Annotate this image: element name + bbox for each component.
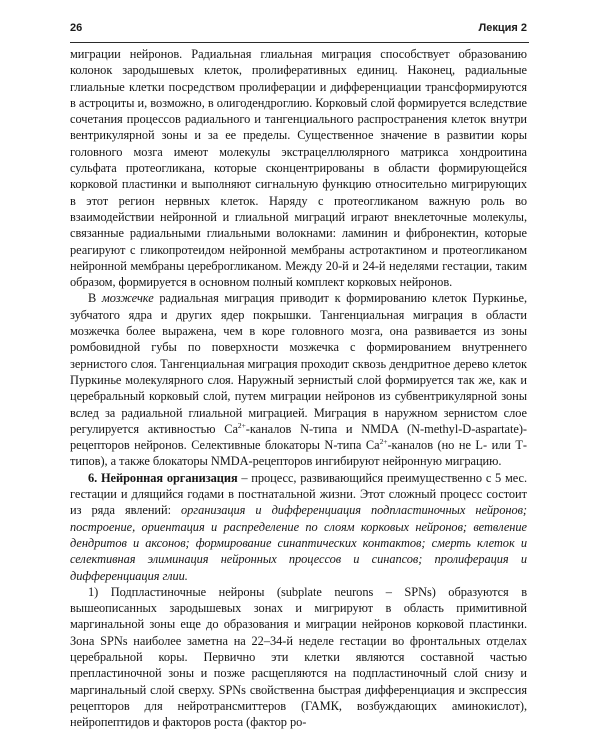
text-run: радиальная миграция приводит к формированию клеток Пуркинье, зубчатого ядра и других ядер покрышки. Тангенциальная миграция в области мозжечка более выражена, чем в коре головного мозга, она развивается из зоны ромбовидной губы по поверхности мозжечка с формированием внутреннего зернистого слоя. Тангенциальная миграция проходит сквозь дендритное дерево клеток Пуркинье молекулярного слоя. Наружный зернистый слой формируется так же, как и церебральный корковый слой, путем миграции нейронов из субвентрикулярной зоны вслед за радиальной глиальной миграцией. Миграция в наружном зернистом слое регулируется активностью Са (70, 291, 528, 436)
text-run: – процесс, развивающийся преимущественно с 5 мес. гестации и длящийся годами в постнатальной жизни. Этот сложный процесс состоит из ряда явлений: (70, 470, 528, 518)
paragraph (70, 584, 527, 731)
text-run: -каналов N-типа и NMDA (N-methyl-D-aspartate)-рецепторов нейронов. Селективные блокаторы N-типа Са (70, 421, 527, 453)
text-run: -каналов (но не L- или Т-типов), а также блокаторы NMDA-рецепторов ингибируют нейронную миграцию. (70, 438, 527, 469)
page-number: 26 (70, 22, 83, 34)
superscript: 2+ (379, 437, 388, 446)
bold-term: Нейронная организация (100, 470, 238, 485)
text-run: миграции нейронов. Радиальная глиальная миграция способствует образованию колонок зародышевых клеток, пролиферативных единиц. Наконец, радиальные глиальные клетки посредством пролиферации и дифференциации трансформируются в астроциты и, возможно, в олигодендроглию. Корковый слой формируется вследствие сочетания процессов радиального и тангенциального распространения клеток внутри вентрикулярной зоны и за ее пределы. Существенное значение в развитии коры головного мозга имеют молекулы экстрацеллюлярного матрикса хондроитина сульфата протеогликана, которые сконцентрированы в области формирующейся корковой пластинки и выполняют сигнальную функцию относительно мигрирующих в этот регион нервных клеток. Наряду с протеогликаном важную роль во взаимодействии нейронной и глиальной миграций играют внеклеточные молекулы, связанные радиальными глиальными волокнами: ламинин и фибронектин, которые реагируют с гликопротеидом нейронной мембраны астротактином и протеогликаном нейронной мембраны цереброгликаном. Между 20-й и 24-й неделями гестации, таким образом, формируется в основном полный комплект корковых нейронов. (70, 47, 527, 290)
paragraph (70, 290, 527, 469)
italic-text: организация и дифференциация подпластиночных нейронов; построение, ориентация и распределение по слоям корковых нейронов; ветвление дендритов и аксонов; формирование синаптических контактов; смерть клеток и селективная элиминация нейронных процессов и синапсов; пролиферация и дифференциация глии. (70, 503, 527, 583)
italic-text: мозжечке (101, 291, 154, 306)
running-header (70, 20, 529, 43)
text-run: 1) Подпластиночные нейроны (subplate neurons – SPNs) образуются в вышеописанных зародышевых зонах и мигрируют в область примитивной маргинальной зоны еще до образования и миграции нейронов корковой пластинки. Зона SPNs наиболее заметна на 22–34-й неделе гестации во фронтальных отделах церебральной коры. Первично эти клетки являются составной частью препластиночной зоны и позже расщепляются на подпластиночный слой снизу и маргинальный слой сверху. SPNs свойственна быстрая дифференциация и экспрессия рецепторов для нейротрансмиттеров (ГАМК, возбуждающих аминокислот), нейропептидов и факторов роста (фактор ро- (70, 584, 527, 730)
running-title: Лекция 2 (478, 22, 527, 34)
superscript: 2+ (237, 420, 246, 430)
list-number: 6. (88, 470, 101, 485)
paragraph (70, 470, 527, 584)
text-run: В (88, 291, 102, 306)
paragraph (70, 46, 527, 290)
body-text (70, 46, 527, 730)
